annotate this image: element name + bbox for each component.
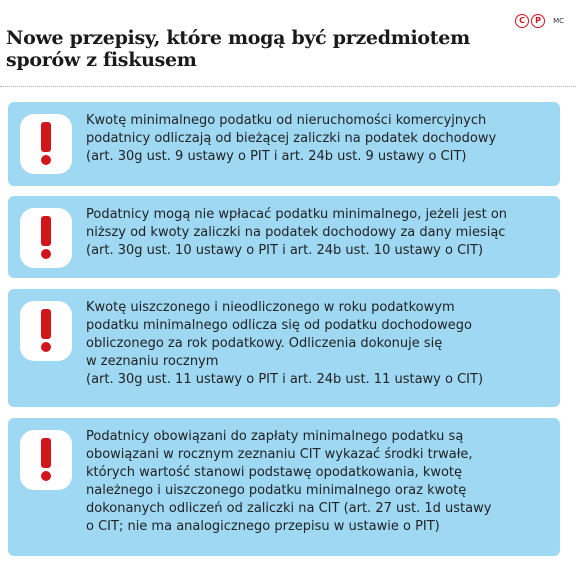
logo-letter-c: C <box>515 14 529 28</box>
info-card-text: Podatnicy mogą nie wpłacać podatku minimalnego, jeżeli jest on niższy od kwoty zaliczki na podatek dochodowy za dany miesiąc (art. 30g ust. 10 ustawy o PIT i art. 24b ust. 10 ustawy o CIT) <box>86 207 508 258</box>
exclamation-icon <box>20 208 72 268</box>
exclamation-icon <box>20 430 72 490</box>
logo-letter-p: P <box>531 14 545 28</box>
exclamation-icon <box>20 301 72 361</box>
info-card <box>8 102 560 186</box>
info-card <box>8 289 560 407</box>
info-card <box>8 418 560 556</box>
info-card-text: Podatnicy obowiązani do zapłaty minimalnego podatku są obowiązani w rocznym zeznaniu CIT wykazać środki trwałe, których wartość stanowi podstawę opodatkowania, kwotę należnego i uiszczonego podatku minimalnego oraz kwotę dokonanych odliczeń od zaliczki na CIT (art. 27 ust. 1d ustawy o CIT; nie ma analogicznego przepisu w ustawie o PIT) <box>86 429 492 534</box>
header <box>0 0 576 96</box>
exclamation-icon <box>20 114 72 174</box>
page-title: Nowe przepisy, które mogą być przedmiotem sporów z fiskusem <box>6 27 470 71</box>
info-card-text: Kwotę uiszczonego i nieodliczonego w roku podatkowym podatku minimalnego odlicza się od podatku dochodowego obliczonego za rok podatkowy. Odliczenia dokonuje się w zeznaniu rocznym (art. 30g ust. 11 ustawy o PIT i art. 24b ust. 11 ustawy o CIT) <box>86 300 484 387</box>
brand-logo <box>515 14 564 28</box>
info-card-text: Kwotę minimalnego podatku od nieruchomości komercyjnych podatnicy odliczają od bieżącej zaliczki na podatek dochodowy (art. 30g ust. 9 ustawy o PIT i art. 24b ust. 9 ustawy o CIT) <box>86 113 497 164</box>
info-card <box>8 196 560 278</box>
graphic-credit: MC <box>553 17 564 25</box>
divider <box>0 86 576 87</box>
